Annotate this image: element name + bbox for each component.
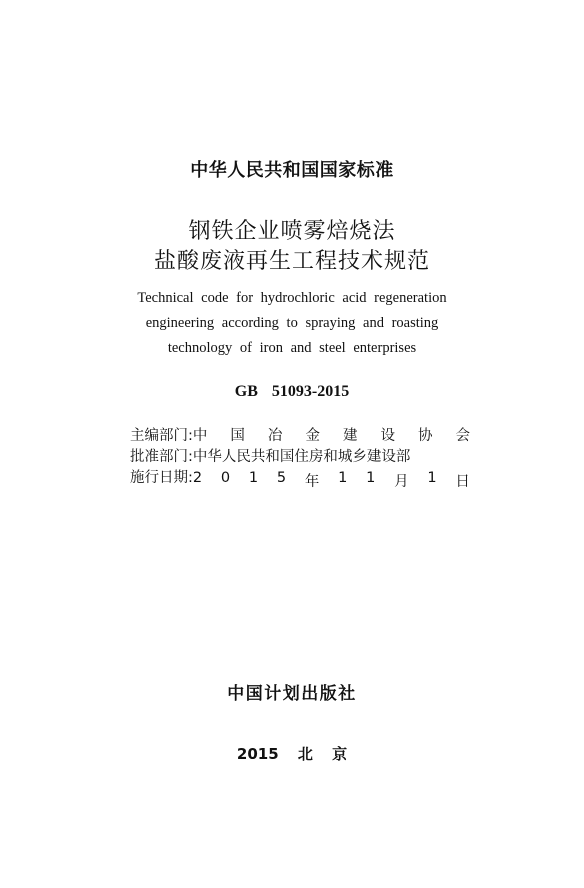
- editor-char: 金: [305, 428, 320, 444]
- date-char: 5: [276, 470, 287, 486]
- editor-char: 设: [380, 428, 395, 444]
- title-en-line-3: technology of iron and steel enterprises: [167, 340, 417, 356]
- editor-char: 冶: [267, 428, 283, 444]
- approver-row: [130, 445, 470, 466]
- effective-date-value: [193, 470, 470, 491]
- title-en-line-2: engineering according to spraying and roasting: [145, 315, 439, 331]
- editor-label: 主编部门:: [130, 428, 193, 444]
- effective-date-row: [130, 466, 470, 491]
- editor-char: 国: [230, 428, 245, 444]
- standard-class: 中华人民共和国国家标准: [190, 160, 394, 181]
- editor-char: 建: [342, 428, 358, 444]
- publisher: 中国计划出版社: [227, 684, 357, 704]
- editor-char: 协: [417, 428, 433, 444]
- imprint-place-year: 2015 北 京: [236, 745, 348, 763]
- editor-row: [130, 424, 470, 445]
- date-char: 2: [192, 470, 203, 486]
- date-char: 1: [366, 470, 376, 486]
- approver-label: 批准部门:: [130, 449, 193, 465]
- editor-char: 会: [455, 428, 470, 444]
- date-char: 月: [394, 474, 409, 490]
- date-char: 年: [304, 474, 320, 490]
- effective-date-label: 施行日期:: [130, 470, 193, 486]
- standard-number: GB 51093-2015: [234, 383, 350, 400]
- title-cn-line-2: 盐酸废液再生工程技术规范: [153, 249, 430, 274]
- date-char: 日: [455, 474, 470, 490]
- approver-value: 中华人民共和国住房和城乡建设部: [192, 449, 411, 465]
- title-en-line-1: Technical code for hydrochloric acid regeneration: [137, 290, 447, 306]
- date-char: 1: [248, 470, 259, 486]
- date-char: 1: [427, 470, 437, 486]
- editor-value: [193, 424, 470, 445]
- date-char: 0: [220, 470, 231, 486]
- date-char: 1: [338, 470, 348, 486]
- title-cn-line-1: 钢铁企业喷雾焙烧法: [188, 219, 396, 244]
- editor-char: 中: [192, 428, 208, 444]
